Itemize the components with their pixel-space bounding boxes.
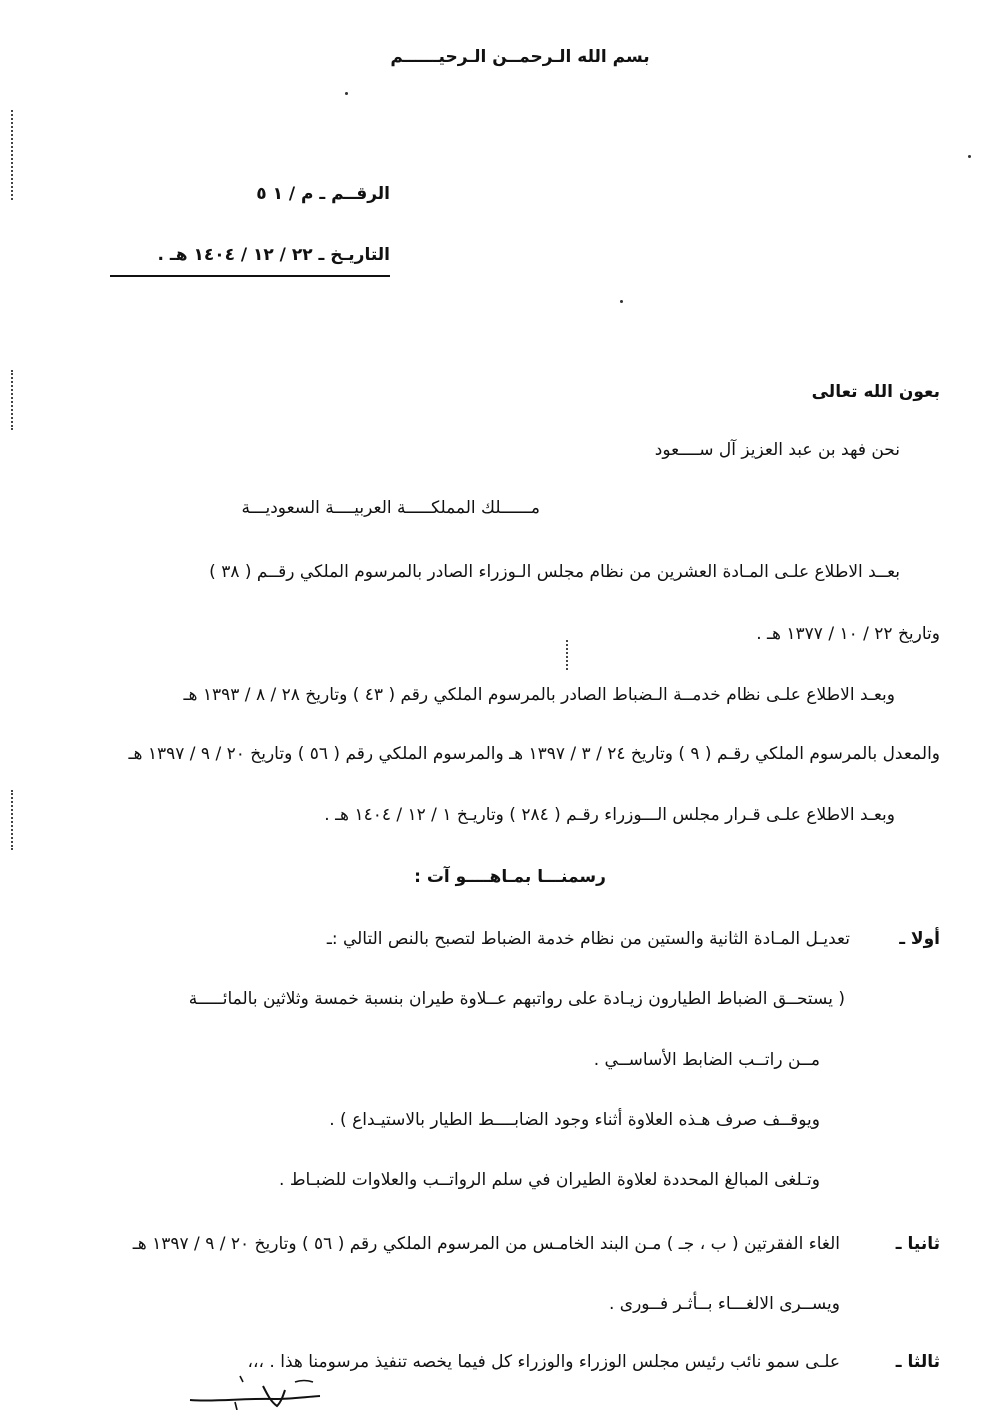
preamble-1-cont: وتاريخ ٢٢ / ١٠ / ١٣٧٧ هـ . — [756, 624, 940, 644]
king-name: نحن فهد بن عبد العزيز آل ســــعود — [654, 440, 900, 460]
article-first-text: تعديـل المـادة الثانية والستين من نظام خدمة الضباط لتصبح بالنص التالي :ـ — [326, 929, 850, 949]
scan-margin-dots — [11, 790, 13, 850]
article-first-quote-2: مــن راتــب الضابط الأساســي . — [593, 1050, 820, 1070]
preamble-2-cont: والمعدل بالمرسوم الملكي رقـم ( ٩ ) وتاريخ ٢٤ / ٣ / ١٣٩٧ هـ والمرسوم الملكي رقم ( ٥٦ ) وتاريخ ٢٠ / ٩ / ١٣٩٧ هـ — [128, 744, 940, 764]
article-third-label: ثالثا ـ — [895, 1352, 940, 1372]
basmala: بسم الله الـرحمــن الـرحيــــــم — [390, 47, 650, 67]
document-number: الرقــم ـ م / ١ ٥ — [256, 184, 390, 204]
preamble-1: بعــد الاطلاع علـى المـادة العشرين من نظام مجلس الـوزراء الصادر بالمرسوم الملكي رقــم ( ٣٨ ) — [209, 562, 900, 582]
article-second-cont: ويســرى الالغـــاء بــأثـر فــورى . — [608, 1294, 840, 1314]
article-first-quote-1: ( يستحــق الضباط الطيارون زيـادة على رواتبهم عــلاوة طيران بنسبة خمسة وثلاثين بالمائـــــة — [188, 989, 845, 1009]
article-first-quote-3: ويوقــف صرف هـذه العلاوة أثناء وجود الضابــــط الطيار بالاستيـداع ) . — [329, 1110, 820, 1130]
handwritten-signature — [185, 1372, 325, 1410]
scan-speck — [968, 155, 971, 158]
decree-heading: رسمنـــا بمـاهــــو آت : — [414, 867, 606, 887]
article-second-label: ثانيا ـ — [895, 1234, 940, 1254]
scan-speck — [345, 92, 348, 95]
article-first-quote-4: وتـلغى المبالغ المحددة لعلاوة الطيران في سلم الرواتــب والعلاوات للضبـاط . — [279, 1170, 820, 1190]
preamble-2: وبعـد الاطلاع علـى نظام خدمــة الـضباط الصادر بالمرسوم الملكي رقم ( ٤٣ ) وتاريخ ٢٨ / ٨ / ١٣٩٣ هـ — [183, 685, 895, 705]
opening-line: بعون الله تعالى — [811, 382, 940, 402]
article-first-label: أولا ـ — [899, 929, 940, 949]
king-title: مــــــلك المملكـــــة العربيــــة السعوديـــة — [241, 498, 540, 518]
document-date: التاريـخ ـ ٢٢ / ١٢ / ١٤٠٤ هـ . — [157, 245, 390, 265]
date-underline — [110, 275, 390, 277]
scan-margin-dots — [11, 110, 13, 200]
article-second-text: الغاء الفقرتين ( ب ، جـ ) مـن البند الخامـس من المرسوم الملكي رقم ( ٥٦ ) وتاريخ ٢٠ / ٩ / ١٣٩٧ هـ — [132, 1234, 840, 1254]
scan-margin-dots — [11, 370, 13, 430]
article-third-text: علـى سمو نائب رئيس مجلس الوزراء والوزراء كل فيما يخصه تنفيذ مرسومنا هذا . ،،، — [247, 1352, 840, 1372]
scan-speck — [620, 300, 623, 303]
scan-margin-dots — [566, 640, 568, 670]
preamble-3: وبعـد الاطلاع علـى قـرار مجلس الـــوزراء رقـم ( ٢٨٤ ) وتاريـخ ١ / ١٢ / ١٤٠٤ هـ . — [324, 805, 895, 825]
